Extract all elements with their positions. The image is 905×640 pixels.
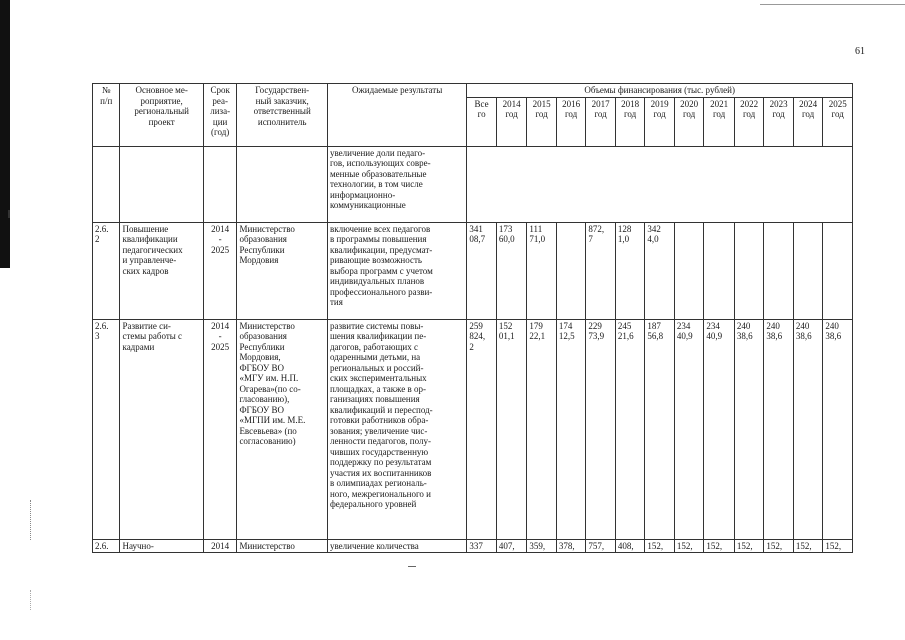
row-year-value: 111 71,0	[527, 222, 557, 319]
header-year: 2023 год	[764, 97, 794, 146]
row-year-value	[674, 222, 704, 319]
row-year-value: 240 38,6	[823, 319, 853, 539]
header-term: Срок реа- лиза- ции (год)	[203, 84, 237, 147]
row-total: 259 824, 2	[467, 319, 497, 539]
row-year-value: 757,	[586, 539, 616, 553]
row-total: 341 08,7	[467, 222, 497, 319]
row-year-value	[556, 222, 586, 319]
row-year-value: 152,	[704, 539, 735, 553]
header-year: 2017 год	[586, 97, 616, 146]
row-year-value: 245 21,6	[615, 319, 645, 539]
row-year-value	[793, 222, 823, 319]
row-customer: Министерство	[237, 539, 328, 553]
row-year-value: 378,	[556, 539, 586, 553]
row-year-value: 152,	[674, 539, 704, 553]
margin-dots	[30, 500, 32, 540]
row-term: 2014 - 2025	[203, 222, 237, 319]
row-event: Научно-	[120, 539, 203, 553]
row-year-value: 187 56,8	[645, 319, 675, 539]
funding-table	[92, 83, 853, 553]
header-year: 2018 год	[615, 97, 645, 146]
header-year: 2016 год	[556, 97, 586, 146]
row-funding-empty	[467, 146, 853, 222]
row-num: 2.6.	[93, 539, 120, 553]
row-year-value: 240 38,6	[734, 319, 764, 539]
header-year: 2021 год	[704, 97, 735, 146]
row-year-value	[764, 222, 794, 319]
row-customer	[237, 146, 328, 222]
row-year-value: 152,	[764, 539, 794, 553]
row-year-value: 152 01,1	[496, 319, 527, 539]
header-customer: Государствен- ный заказчик, ответственный исполнитель	[237, 84, 328, 147]
scan-edge-bar	[0, 0, 10, 268]
scan-edge-mark	[8, 210, 10, 218]
row-year-value: 173 60,0	[496, 222, 527, 319]
table-row	[93, 146, 853, 222]
row-year-value: 234 40,9	[704, 319, 735, 539]
row-year-value	[734, 222, 764, 319]
row-year-value: 128 1,0	[615, 222, 645, 319]
row-results: развитие системы повы- шения квалификации пе- дагогов, работающих с одаренными детьми, на региональных и россий- ских экспериментальных площадках, а также в ор- ганизациях повышения квалификаций и переспод- готовки работников обра- зования; увеличение чис- ленности педагогов, полу- чивших государственную поддержку по результатам участия их воспитанников в олимпиадах региональ- ного, межрегионального и федерального уровней	[327, 319, 466, 539]
row-customer: Министерство образования Республики Мордовия	[237, 222, 328, 319]
scan-top-line	[760, 4, 905, 5]
header-year: 2015 год	[527, 97, 557, 146]
row-event: Развитие си- стемы работы с кадрами	[120, 319, 203, 539]
row-year-value: 342 4,0	[645, 222, 675, 319]
scan-bottom-mark	[408, 566, 416, 567]
table-row	[93, 222, 853, 319]
row-results: увеличение доли педаго- гов, использующих совре- менные образовательные технологии, в том числе информационно- коммуникационные	[327, 146, 466, 222]
page-number: 61	[855, 46, 865, 57]
row-num	[93, 146, 120, 222]
row-year-value: 240 38,6	[793, 319, 823, 539]
row-year-value: 152,	[823, 539, 853, 553]
row-num: 2.6. 2	[93, 222, 120, 319]
table-row	[93, 319, 853, 539]
row-year-value: 174 12,5	[556, 319, 586, 539]
margin-dots-lower	[30, 590, 32, 610]
row-event: Повышение квалификации педагогических и управленче- ских кадров	[120, 222, 203, 319]
header-year: 2022 год	[734, 97, 764, 146]
row-customer: Министерство образования Республики Мордовия, ФГБОУ ВО «МГУ им. Н.П. Огарева»(по со- гласованию), ФГБОУ ВО «МГПИ им. М.Е. Евсевьева» (по согласованию)	[237, 319, 328, 539]
row-year-value: 872, 7	[586, 222, 616, 319]
row-total: 337	[467, 539, 497, 553]
row-event	[120, 146, 203, 222]
row-year-value: 408,	[615, 539, 645, 553]
header-results: Ожидаемые результаты	[327, 84, 466, 147]
header-year: 2024 год	[793, 97, 823, 146]
row-term	[203, 146, 237, 222]
row-year-value	[823, 222, 853, 319]
row-results: увеличение количества	[327, 539, 466, 553]
header-year: 2025 год	[823, 97, 853, 146]
row-term: 2014	[203, 539, 237, 553]
row-year-value: 407,	[496, 539, 527, 553]
header-year: 2020 год	[674, 97, 704, 146]
header-year: 2014 год	[496, 97, 527, 146]
row-year-value: 359,	[527, 539, 557, 553]
row-results: включение всех педагогов в программы повышения квалификации, предусмат- ривающие возможность выбора программ с учетом индивидуальных планов профессионального разви- тия	[327, 222, 466, 319]
row-year-value: 240 38,6	[764, 319, 794, 539]
header-event: Основное ме- роприятие, региональный проект	[120, 84, 203, 147]
row-term: 2014 - 2025	[203, 319, 237, 539]
header-num: № п/п	[93, 84, 120, 147]
row-num: 2.6. 3	[93, 319, 120, 539]
row-year-value	[704, 222, 735, 319]
header-year: 2019 год	[645, 97, 675, 146]
header-total: Все го	[467, 97, 497, 146]
row-year-value: 229 73,9	[586, 319, 616, 539]
header-funding: Объемы финансирования (тыс. рублей)	[467, 84, 853, 98]
row-year-value: 179 22,1	[527, 319, 557, 539]
header-row	[93, 84, 853, 98]
table-row	[93, 539, 853, 553]
row-year-value: 152,	[734, 539, 764, 553]
row-year-value: 152,	[793, 539, 823, 553]
row-year-value: 234 40,9	[674, 319, 704, 539]
row-year-value: 152,	[645, 539, 675, 553]
